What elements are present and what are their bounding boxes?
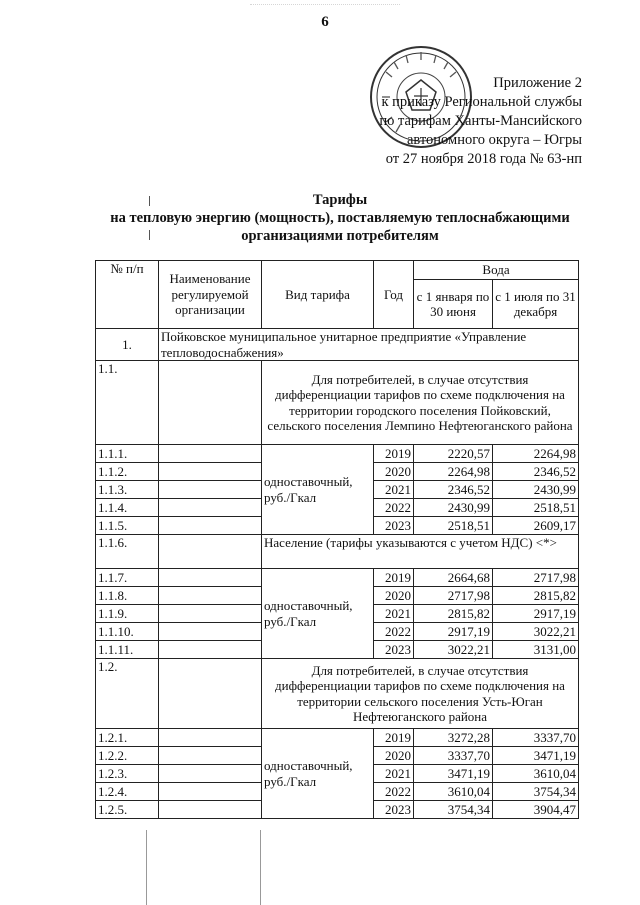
tariff-type: одноставочный, руб./Гкал	[262, 729, 374, 819]
year-cell: 2020	[374, 587, 414, 605]
row-num: 1.1.11.	[96, 641, 159, 659]
row-num: 1.1.4.	[96, 499, 159, 517]
organization-name: Пойковское муниципальное унитарное предприятие «Управление тепловодоснабжения»	[159, 329, 579, 361]
org-cell	[159, 463, 262, 481]
scan-margin-line	[260, 830, 261, 905]
value-h2: 2518,51	[493, 499, 579, 517]
org-cell	[159, 659, 262, 729]
value-h2: 2264,98	[493, 445, 579, 463]
year-cell: 2022	[374, 623, 414, 641]
tariff-type: одноставочный, руб./Гкал	[262, 569, 374, 659]
value-h2: 3471,19	[493, 747, 579, 765]
document-title	[60, 191, 620, 245]
value-h1: 2220,57	[414, 445, 493, 463]
year-cell: 2023	[374, 517, 414, 535]
header-water: Вода	[414, 261, 579, 280]
row-num: 1.2.1.	[96, 729, 159, 747]
table-row	[96, 329, 579, 361]
year-cell: 2021	[374, 481, 414, 499]
table-row	[96, 445, 579, 463]
value-h1: 3272,28	[414, 729, 493, 747]
row-num: 1.1.9.	[96, 605, 159, 623]
value-h1: 2346,52	[414, 481, 493, 499]
year-cell: 2019	[374, 445, 414, 463]
page-number: 6	[321, 14, 329, 30]
year-cell: 2020	[374, 463, 414, 481]
table-row	[96, 659, 579, 729]
row-num: 1.2.2.	[96, 747, 159, 765]
tariff-type: одноставочный, руб./Гкал	[262, 445, 374, 535]
row-num: 1.2.3.	[96, 765, 159, 783]
row-num: 1.2.	[96, 659, 159, 729]
tariffs-table	[95, 260, 579, 819]
row-num: 1.1.6.	[96, 535, 159, 569]
value-h1: 3337,70	[414, 747, 493, 765]
org-cell	[159, 641, 262, 659]
org-cell	[159, 481, 262, 499]
row-num: 1.1.5.	[96, 517, 159, 535]
table-row	[96, 361, 579, 445]
scan-mark	[149, 230, 150, 240]
org-cell	[159, 587, 262, 605]
title-line: на тепловую энергию (мощность), поставляемую теплоснабжающими	[110, 210, 570, 226]
value-h1: 2518,51	[414, 517, 493, 535]
org-cell	[159, 801, 262, 819]
table-row	[96, 729, 579, 747]
table-header-row	[96, 261, 579, 280]
year-cell: 2021	[374, 605, 414, 623]
row-num: 1.1.8.	[96, 587, 159, 605]
value-h1: 2717,98	[414, 587, 493, 605]
year-cell: 2022	[374, 783, 414, 801]
header-year: Год	[374, 261, 414, 329]
value-h2: 3022,21	[493, 623, 579, 641]
org-cell	[159, 783, 262, 801]
row-num: 1.2.4.	[96, 783, 159, 801]
org-cell	[159, 517, 262, 535]
appendix-block	[360, 74, 582, 169]
value-h1: 3471,19	[414, 765, 493, 783]
year-cell: 2021	[374, 765, 414, 783]
value-h1: 2430,99	[414, 499, 493, 517]
header-period-2: с 1 июля по 31 декабря	[493, 280, 579, 329]
appendix-line: к приказу Региональной службы	[381, 94, 582, 110]
org-cell	[159, 623, 262, 641]
value-h2: 2815,82	[493, 587, 579, 605]
row-num: 1.2.5.	[96, 801, 159, 819]
scan-mark	[149, 196, 150, 206]
year-cell: 2020	[374, 747, 414, 765]
value-h1: 2664,68	[414, 569, 493, 587]
header-period-1: с 1 января по 30 июня	[414, 280, 493, 329]
group-caption: Для потребителей, в случае отсутствия дифференциации тарифов по схеме подключения на территории сельского поселения Усть-Юган Нефтеюганского района	[262, 659, 579, 729]
table-row	[96, 535, 579, 569]
value-h2: 2609,17	[493, 517, 579, 535]
value-h1: 3610,04	[414, 783, 493, 801]
org-cell	[159, 361, 262, 445]
value-h2: 3131,00	[493, 641, 579, 659]
header-num: № п/п	[96, 261, 159, 329]
value-h2: 2430,99	[493, 481, 579, 499]
org-cell	[159, 499, 262, 517]
appendix-line: от 27 ноября 2018 года № 63-нп	[385, 151, 582, 167]
row-num: 1.1.10.	[96, 623, 159, 641]
table-row	[96, 569, 579, 587]
appendix-line: Приложение 2	[493, 75, 582, 91]
org-cell	[159, 747, 262, 765]
value-h2: 2717,98	[493, 569, 579, 587]
title-line: организациями потребителям	[241, 228, 439, 244]
value-h1: 2264,98	[414, 463, 493, 481]
group-caption: Население (тарифы указываются с учетом НДС) <*>	[262, 535, 579, 569]
title-line: Тарифы	[312, 192, 368, 208]
header-organization: Наименование регулируемой организации	[159, 261, 262, 329]
org-cell	[159, 445, 262, 463]
value-h2: 2346,52	[493, 463, 579, 481]
year-cell: 2019	[374, 569, 414, 587]
value-h2: 3904,47	[493, 801, 579, 819]
value-h2: 3610,04	[493, 765, 579, 783]
value-h1: 3022,21	[414, 641, 493, 659]
row-num: 1.	[96, 329, 159, 361]
value-h1: 3754,34	[414, 801, 493, 819]
year-cell: 2023	[374, 801, 414, 819]
value-h1: 2917,19	[414, 623, 493, 641]
org-cell	[159, 605, 262, 623]
value-h2: 3337,70	[493, 729, 579, 747]
row-num: 1.1.	[96, 361, 159, 445]
org-cell	[159, 765, 262, 783]
year-cell: 2022	[374, 499, 414, 517]
row-num: 1.1.2.	[96, 463, 159, 481]
org-cell	[159, 535, 262, 569]
appendix-line: автономного округа – Югры	[406, 132, 582, 148]
value-h1: 2815,82	[414, 605, 493, 623]
year-cell: 2019	[374, 729, 414, 747]
appendix-line: по тарифам Ханты-Мансийского	[379, 113, 582, 129]
org-cell	[159, 729, 262, 747]
scan-margin-line	[146, 830, 147, 905]
value-h2: 3754,34	[493, 783, 579, 801]
group-caption: Для потребителей, в случае отсутствия дифференциации тарифов по схеме подключения на территории городского поселения Пойковский, сельского поселения Лемпино Нефтеюганского района	[262, 361, 579, 445]
year-cell: 2023	[374, 641, 414, 659]
row-num: 1.1.3.	[96, 481, 159, 499]
row-num: 1.1.1.	[96, 445, 159, 463]
value-h2: 2917,19	[493, 605, 579, 623]
org-cell	[159, 569, 262, 587]
row-num: 1.1.7.	[96, 569, 159, 587]
header-tariff-type: Вид тарифа	[262, 261, 374, 329]
